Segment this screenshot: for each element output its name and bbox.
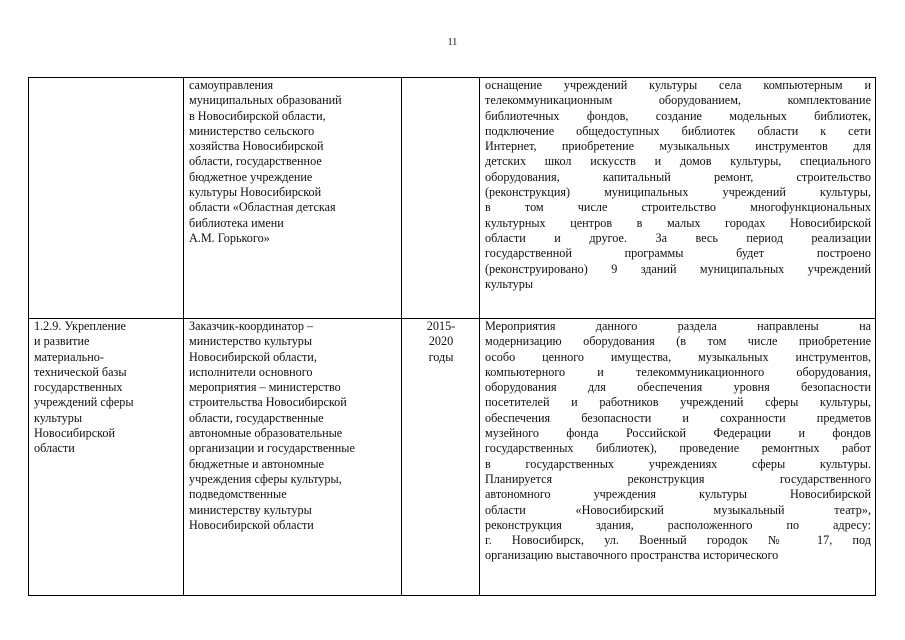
cell-line: детских школ искусств и домов культуры, специального xyxy=(485,154,871,169)
cell-line: в том числе строительство многофункциональных xyxy=(485,200,871,215)
cell-line: бюджетные и автономные xyxy=(189,456,324,471)
cell-line: учреждений сферы xyxy=(34,395,134,410)
cell-line: оборудования, капитальный ремонт, строительство xyxy=(485,169,871,184)
cell-line: культуры Новосибирской xyxy=(189,185,322,200)
cell-line: Новосибирской области xyxy=(189,517,314,532)
cell-line: области «Новосибирский музыкальный театр», xyxy=(485,502,871,517)
cell-line: 2020 xyxy=(428,334,454,349)
cell-line: Планируется реконструкция государственного xyxy=(485,471,871,486)
cell-line: области xyxy=(34,441,75,456)
cell-line: компьютерного и телекоммуникационного оборудования, xyxy=(485,364,871,379)
cell-line: автономного учреждения культуры Новосибирской xyxy=(485,487,871,502)
cell-line: А.М. Горького» xyxy=(189,230,270,245)
cell-line: организацию выставочного пространства исторического xyxy=(485,548,779,563)
cell-line: музейного фонда Российской Федерации и фондов xyxy=(485,426,871,441)
cell-line: (реконструировано) 9 зданий муниципальных учреждений xyxy=(485,261,871,276)
cell-line: министерство сельского xyxy=(189,123,315,138)
page-number: 11 xyxy=(447,37,458,48)
cell-line: и развитие xyxy=(34,334,90,349)
cell-line: модернизацию оборудования (в том числе приобретение xyxy=(485,334,871,349)
activity-cell xyxy=(29,78,184,319)
cell-line: г. Новосибирск, ул. Военный городок № 17, под xyxy=(485,533,871,548)
table-row xyxy=(29,78,876,319)
cell-line: государственной программы будет построено xyxy=(485,246,871,261)
cell-line: оснащение учреждений культуры села компьютерным и xyxy=(485,78,871,92)
cell-line: министерство культуры xyxy=(189,334,313,349)
cell-line: автономные образовательные xyxy=(189,426,343,441)
cell-line: бюджетное учреждение xyxy=(189,169,313,184)
cell-line: телекоммуникационным оборудованием, комплектование xyxy=(485,93,871,108)
cell-line: Интернет, приобретение музыкальных инструментов для xyxy=(485,139,871,154)
cell-line: области, государственное xyxy=(189,154,322,169)
cell-line: Мероприятия данного раздела направлены на xyxy=(485,319,871,333)
responsible-cell xyxy=(184,319,402,596)
cell-line: исполнители основного xyxy=(189,364,313,379)
cell-line: 2015- xyxy=(426,319,456,333)
responsible-cell xyxy=(184,78,402,319)
period-cell xyxy=(402,78,480,319)
cell-line: государственных библиотек), проведение ремонтных работ xyxy=(485,441,871,456)
cell-line: области «Областная детская xyxy=(189,200,336,215)
cell-line: государственных xyxy=(34,380,123,395)
cell-line: в Новосибирской области, xyxy=(189,108,326,123)
cell-line: культурных центров в малых городах Новосибирской xyxy=(485,215,871,230)
cell-line: обеспечения безопасности и сохранности предметов xyxy=(485,410,871,425)
description-cell xyxy=(480,319,876,596)
cell-line: библиотека имени xyxy=(189,215,284,230)
cell-line: 1.2.9. Укрепление xyxy=(34,319,126,333)
cell-line: посетителей и работников учреждений сферы культуры, xyxy=(485,395,871,410)
cell-line: особо ценного имущества, музыкальных инструментов, xyxy=(485,349,871,364)
cell-line: годы xyxy=(428,349,454,364)
cell-line: министерству культуры xyxy=(189,502,312,517)
cell-line: реконструкция здания, расположенного по адресу: xyxy=(485,517,871,532)
description-cell xyxy=(480,78,876,319)
cell-line: муниципальных образований xyxy=(189,93,342,108)
cell-line: строительства Новосибирской xyxy=(189,395,347,410)
program-table xyxy=(28,77,876,596)
cell-line: культуры xyxy=(34,410,83,425)
table-row xyxy=(29,319,876,596)
cell-line: подключение общедоступных библиотек области к сети xyxy=(485,123,871,138)
cell-line: Новосибирской области, xyxy=(189,349,317,364)
cell-line: хозяйства Новосибирской xyxy=(189,139,324,154)
cell-line: области и другое. За весь период реализации xyxy=(485,230,871,245)
cell-line: подведомственные xyxy=(189,487,287,502)
cell-line: оборудования для обеспечения уровня безопасности xyxy=(485,380,871,395)
activity-cell xyxy=(29,319,184,596)
cell-line: области, государственные xyxy=(189,410,324,425)
cell-line: организации и государственные xyxy=(189,441,355,456)
cell-line: самоуправления xyxy=(189,78,274,92)
period-cell xyxy=(402,319,480,596)
cell-line: мероприятия – министерство xyxy=(189,380,341,395)
cell-line: Новосибирской xyxy=(34,426,116,441)
cell-line: технической базы xyxy=(34,364,127,379)
cell-line: (реконструкция) муниципальных учреждений культуры, xyxy=(485,185,871,200)
cell-line: в государственных учреждениях сферы культуры. xyxy=(485,456,871,471)
cell-line: материально- xyxy=(34,349,104,364)
cell-line: учреждения сферы культуры, xyxy=(189,471,342,486)
cell-line: библиотечных фондов, создание модельных библиотек, xyxy=(485,108,871,123)
cell-line: культуры xyxy=(485,276,534,291)
cell-line: Заказчик-координатор – xyxy=(189,319,314,333)
